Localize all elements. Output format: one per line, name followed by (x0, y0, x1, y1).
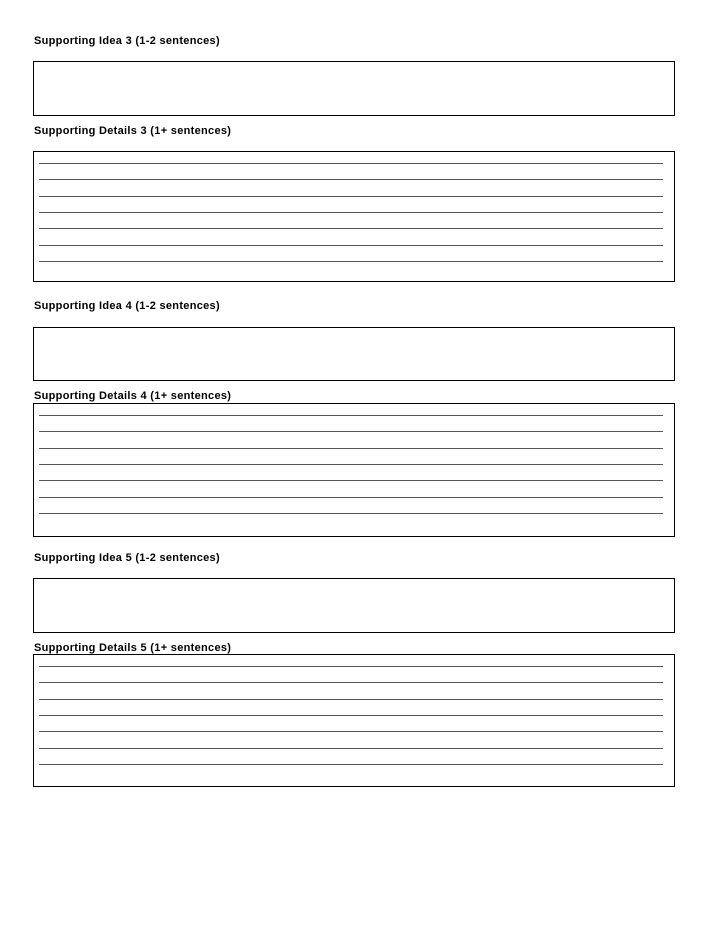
supporting-idea-5-box[interactable] (33, 578, 675, 633)
supporting-details-5-label: Supporting Details 5 (1+ sentences) (34, 642, 232, 654)
writing-line (39, 448, 663, 449)
supporting-idea-3-label: Supporting Idea 3 (1-2 sentences) (34, 35, 220, 47)
writing-line (39, 415, 663, 416)
writing-line (39, 245, 663, 246)
writing-line (39, 513, 663, 514)
supporting-details-3-label: Supporting Details 3 (1+ sentences) (34, 125, 232, 137)
writing-line (39, 666, 663, 667)
supporting-idea-5-label: Supporting Idea 5 (1-2 sentences) (34, 552, 220, 564)
supporting-details-5-box[interactable] (33, 654, 675, 787)
writing-line (39, 480, 663, 481)
writing-line (39, 682, 663, 683)
writing-line (39, 715, 663, 716)
writing-line (39, 228, 663, 229)
supporting-idea-3-box[interactable] (33, 61, 675, 116)
writing-line (39, 699, 663, 700)
writing-line (39, 464, 663, 465)
writing-line (39, 431, 663, 432)
writing-line (39, 731, 663, 732)
supporting-idea-4-box[interactable] (33, 327, 675, 381)
supporting-details-3-box[interactable] (33, 151, 675, 282)
writing-line (39, 179, 663, 180)
writing-line (39, 764, 663, 765)
writing-line (39, 261, 663, 262)
writing-line (39, 748, 663, 749)
supporting-details-4-box[interactable] (33, 403, 675, 537)
supporting-details-4-label: Supporting Details 4 (1+ sentences) (34, 390, 232, 402)
writing-line (39, 196, 663, 197)
supporting-idea-4-label: Supporting Idea 4 (1-2 sentences) (34, 300, 220, 312)
writing-line (39, 163, 663, 164)
writing-line (39, 212, 663, 213)
writing-line (39, 497, 663, 498)
